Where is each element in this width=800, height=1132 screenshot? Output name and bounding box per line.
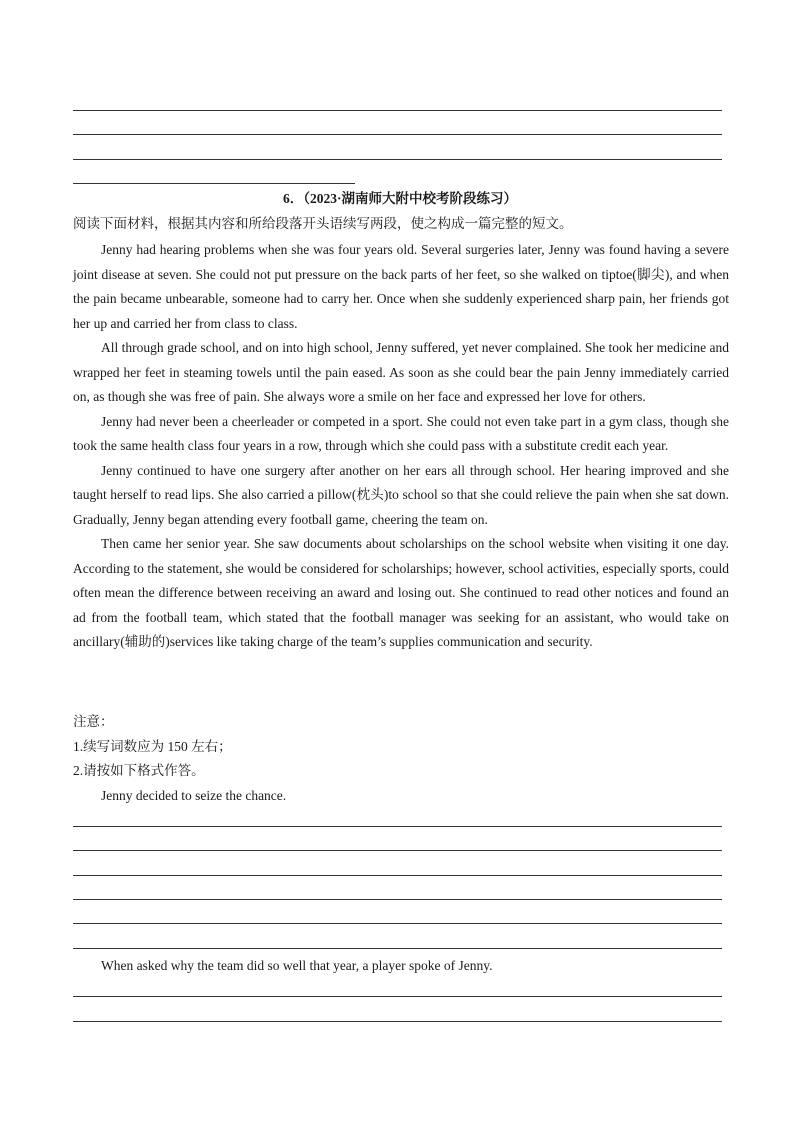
passage-paragraph: Jenny continued to have one surgery after another on her ears all through school. Her hearing improved and she taught herself to read lips. She also carried a pillow(枕头)to school so that she could relieve the pain when she sat down. Gradually, Jenny began attending every football game, cheering the team on. xyxy=(73,462,729,527)
answer-line xyxy=(73,899,722,900)
paragraph-starter-2: When asked why the team did so well that year, a player spoke of Jenny. xyxy=(101,958,493,973)
answer-line xyxy=(73,826,722,827)
answer-line xyxy=(73,996,722,997)
answer-line xyxy=(73,1021,722,1022)
answer-line xyxy=(73,875,722,876)
notes-block xyxy=(73,710,232,784)
answer-line xyxy=(73,159,722,160)
reading-passage xyxy=(73,238,729,655)
passage-paragraph: Jenny had never been a cheerleader or competed in a sport. She could not even take part in a gym class, though she took the same health class four years in a row, through which she could pass with a substitute credit each year. xyxy=(73,413,729,453)
answer-line xyxy=(73,110,722,111)
answer-line xyxy=(73,183,355,184)
passage-paragraph: Then came her senior year. She saw documents about scholarships on the school website when visiting it one day. According to the statement, she would be considered for scholarships; however, school activities, especially sports, could often mean the difference between receiving an award and losing out. She continued to read other notices and found an ad from the football team, which stated that the football manager was seeking for an assistant, who would take on ancillary(辅助的)services like taking charge of the team’s supplies communication and security. xyxy=(73,536,729,649)
note-format: 2.请按如下格式作答。 xyxy=(73,763,205,778)
answer-line xyxy=(73,923,722,924)
question-title: 6．（2023·湖南师大附中校考阶段练习） xyxy=(282,191,517,206)
passage-paragraph: All through grade school, and on into high school, Jenny suffered, yet never complained. She took her medicine and wrapped her feet in steaming towels until the pain eased. As soon as she could bear the pain Jenny immediately carried on, as though she was free of pain. She always wore a smile on her face and expressed her love for others. xyxy=(73,340,729,404)
passage-paragraph: Jenny had hearing problems when she was four years old. Several surgeries later, Jenny was found having a severe joint disease at seven. She could not put pressure on the back parts of her feet, so she walked on tiptoe(脚尖), and when the pain became unbearable, someone had to carry her. Once when she suddenly experienced sharp pain, her friends got her up and carried her from class to class. xyxy=(73,242,729,331)
note-word-count: 1.续写词数应为 150 左右； xyxy=(73,738,232,754)
answer-line xyxy=(73,948,722,949)
notes-label: 注意： xyxy=(73,714,114,729)
answer-line xyxy=(73,850,722,851)
paragraph-starter-1: Jenny decided to seize the chance. xyxy=(101,788,287,803)
answer-line xyxy=(73,134,722,135)
question-instruction: 阅读下面材料，根据其内容和所给段落开头语续写两段，使之构成一篇完整的短文。 xyxy=(73,216,573,231)
